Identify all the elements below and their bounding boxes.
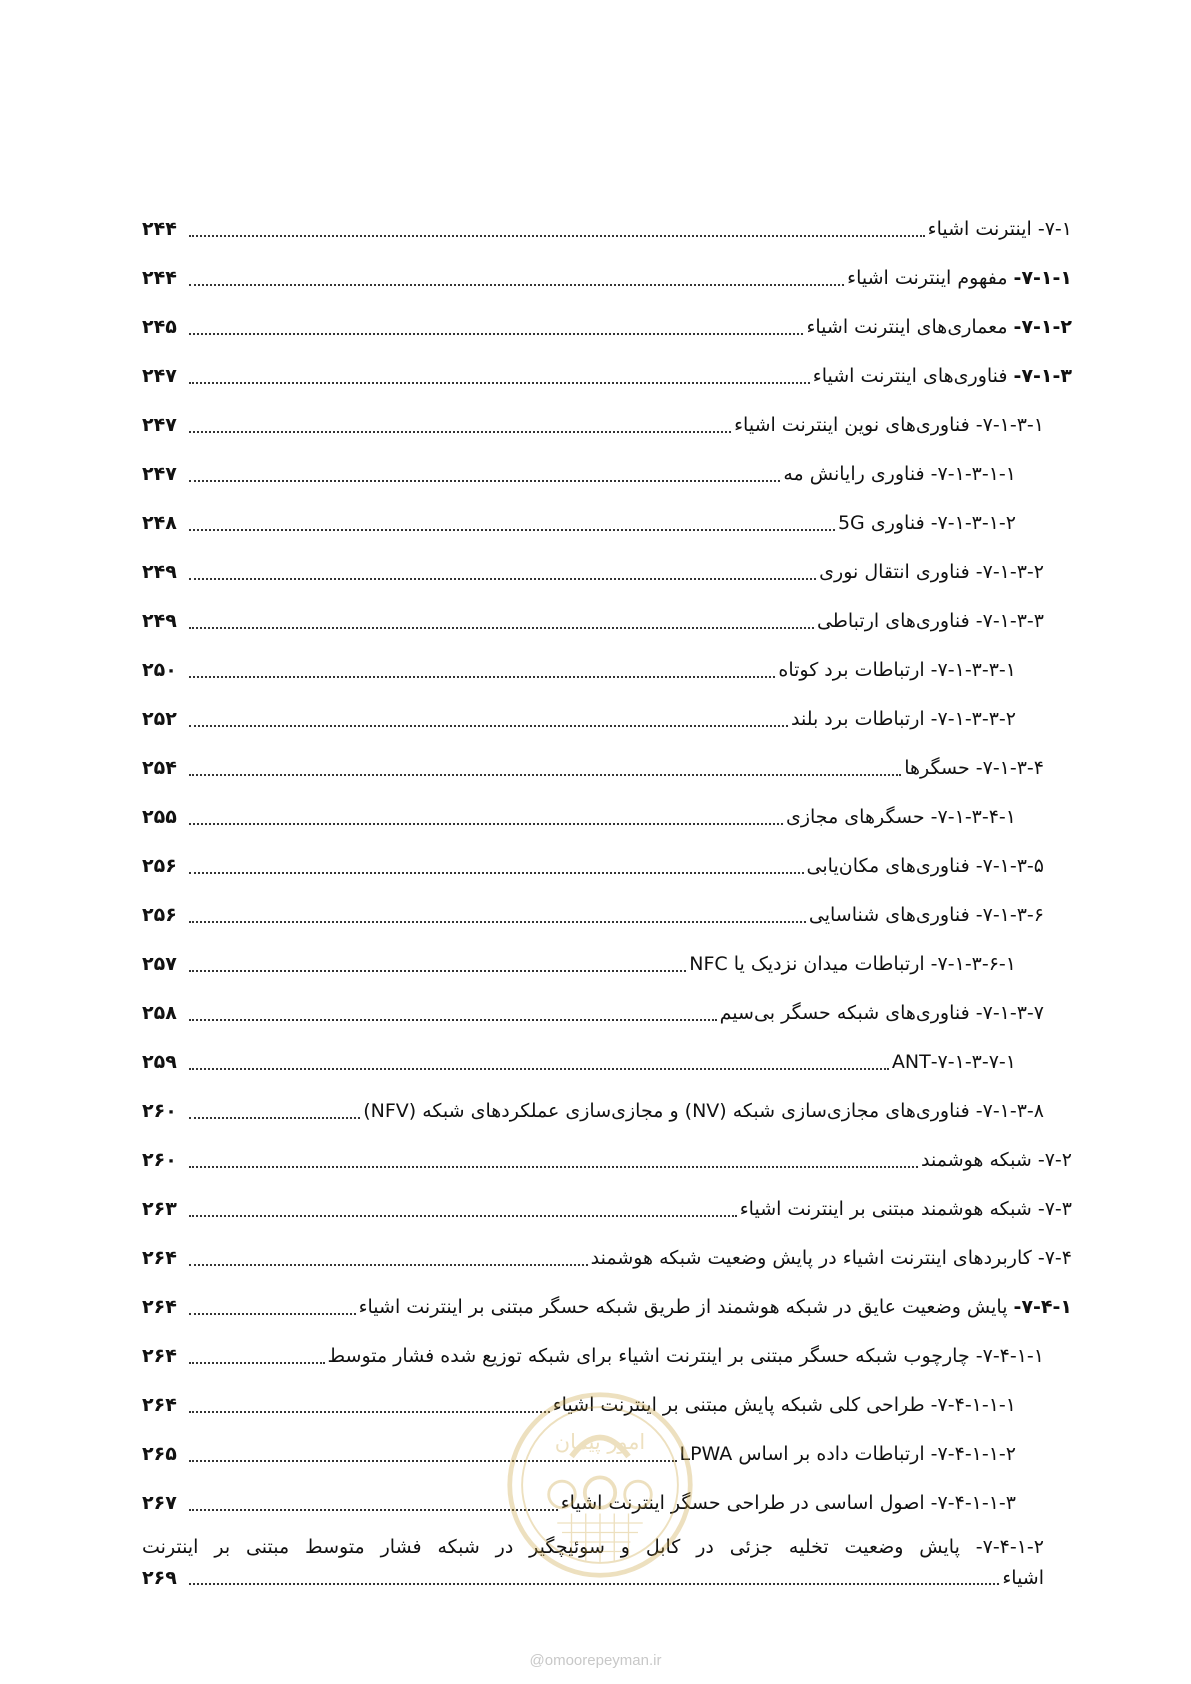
toc-page-number: ۲۴۴ <box>142 267 177 289</box>
toc-entry-text: ۷-۱-۳-۶-۱- ارتباطات میدان نزدیک یا NFC <box>689 953 1016 975</box>
toc-entry-text: فناوری‌های اینترنت اشیاء <box>812 365 1014 387</box>
toc-entry-text: ۷-۱-۳-۳-۱- ارتباطات برد کوتاه <box>778 659 1016 681</box>
toc-page-number: ۲۶۴ <box>142 1345 177 1367</box>
toc-entry[interactable] <box>142 842 1072 891</box>
toc-entry[interactable] <box>142 744 1072 793</box>
toc-entry-title <box>328 1347 1044 1366</box>
toc-entry-title <box>847 269 1072 288</box>
toc-entry-text: ۷-۱-۳-۶- فناوری‌های شناسایی <box>808 904 1044 926</box>
toc-entry[interactable] <box>142 1038 1072 1087</box>
dot-leader <box>189 970 686 972</box>
dot-leader <box>189 480 780 482</box>
dot-leader <box>189 1583 999 1585</box>
toc-entry-text: ۷-۱-۳-۷- فناوری‌های شبکه حسگر بی‌سیم <box>719 1002 1044 1024</box>
toc-entry[interactable] <box>142 499 1072 548</box>
toc-entry-text: ۷-۴-۱-۱-۲- ارتباطات داده بر اساس LPWA <box>679 1443 1016 1465</box>
toc-entry-text: ۷-۱-۳-۷-۱-ANT <box>891 1051 1016 1073</box>
toc-entry-text: ۷-۴- کاربردهای اینترنت اشیاء در پایش وضعیت شبکه هوشمند <box>590 1247 1072 1269</box>
toc-entry-title <box>363 1102 1044 1121</box>
toc-entry-title <box>734 416 1044 435</box>
toc-entry-text: ۷-۲- شبکه هوشمند <box>921 1149 1072 1171</box>
toc-entry-text: ۷-۱-۳-۱-۲- فناوری 5G <box>837 512 1016 534</box>
toc-page-number: ۲۴۹ <box>142 561 177 583</box>
dot-leader <box>189 921 806 923</box>
dot-leader <box>189 1166 918 1168</box>
toc-entry-text: ۷-۱-۳-۲- فناوری انتقال نوری <box>819 561 1044 583</box>
toc-entry[interactable] <box>142 940 1072 989</box>
dot-leader <box>189 1215 737 1217</box>
toc-entry[interactable] <box>142 646 1072 695</box>
dot-leader <box>189 1068 889 1070</box>
toc-page-number: ۲۵۹ <box>142 1051 177 1073</box>
dot-leader <box>189 725 788 727</box>
dot-leader <box>189 529 835 531</box>
toc-page-number: ۲۶۴ <box>142 1296 177 1318</box>
toc-entry-text: ۷-۱-۳-۸- فناوری‌های مجازی‌سازی شبکه (NV) و مجازی‌سازی عملکردهای شبکه (NFV) <box>363 1100 1044 1122</box>
toc-entry[interactable] <box>142 205 1072 254</box>
toc-page-number: ۲۵۷ <box>142 953 177 975</box>
toc-entry[interactable] <box>142 1185 1072 1234</box>
toc-entry-title <box>807 857 1044 876</box>
toc-entry-title <box>783 465 1016 484</box>
dot-leader <box>189 431 731 433</box>
toc-page-number: ۲۴۷ <box>142 414 177 436</box>
toc-entry-text: ۷-۱-۳-۴-۱- حسگرهای مجازی <box>785 806 1016 828</box>
dot-leader <box>189 1313 356 1315</box>
toc-entry-title <box>680 1445 1016 1464</box>
toc-entry[interactable] <box>142 989 1072 1038</box>
toc-entry-title <box>740 1200 1072 1219</box>
toc-entry-title <box>817 612 1044 631</box>
toc-entry-title <box>809 906 1044 925</box>
toc-page-number: ۲۵۲ <box>142 708 177 730</box>
toc-entry-text: ۷-۳- شبکه هوشمند مبتنی بر اینترنت اشیاء <box>739 1198 1072 1220</box>
toc-entry[interactable] <box>142 352 1072 401</box>
toc-page-number: ۲۴۹ <box>142 610 177 632</box>
toc-entry-number: ۷-۴-۱- <box>1013 1296 1072 1318</box>
toc-page-number: ۲۴۷ <box>142 463 177 485</box>
toc-entry[interactable] <box>142 303 1072 352</box>
toc-entry-text: اشیاء <box>1002 1566 1044 1589</box>
dot-leader <box>189 627 814 629</box>
toc-page-number: ۲۵۶ <box>142 904 177 926</box>
toc-entry-text: مفهوم اینترنت اشیاء <box>847 267 1014 289</box>
toc-entry-text: معماری‌های اینترنت اشیاء <box>806 316 1014 338</box>
toc-entry[interactable] <box>142 1087 1072 1136</box>
toc-entry-text: ۷-۱-۳-۳- فناوری‌های ارتباطی <box>816 610 1044 632</box>
toc-entry[interactable] <box>142 1283 1072 1332</box>
toc-entry[interactable] <box>142 1332 1072 1381</box>
toc-page-number: ۲۵۴ <box>142 757 177 779</box>
toc-entry-text: ۷-۱-۳-۱- فناوری‌های نوین اینترنت اشیاء <box>734 414 1044 436</box>
toc-entry[interactable] <box>142 401 1072 450</box>
toc-entry[interactable] <box>142 891 1072 940</box>
dot-leader <box>189 1362 325 1364</box>
toc-entry-title <box>786 808 1016 827</box>
toc-page-number: ۲۵۰ <box>142 659 177 681</box>
dot-leader <box>189 872 804 874</box>
toc-entry-text: پایش وضعیت عایق در شبکه هوشمند از طریق شبکه حسگر مبتنی بر اینترنت اشیاء <box>358 1296 1014 1318</box>
toc-entry[interactable] <box>142 548 1072 597</box>
toc-entry[interactable] <box>142 793 1072 842</box>
toc-entry-text: ۷-۱- اینترنت اشیاء <box>927 218 1072 240</box>
toc-page-number: ۲۴۸ <box>142 512 177 534</box>
toc-page-number: ۲۶۴ <box>142 1247 177 1269</box>
toc-entry-title <box>791 710 1016 729</box>
toc-entry-title <box>904 759 1044 778</box>
toc-entry[interactable] <box>142 450 1072 499</box>
toc-entry-title <box>892 1053 1016 1072</box>
toc-entry-title <box>819 563 1044 582</box>
toc-entry-title <box>359 1298 1072 1317</box>
toc-entry[interactable] <box>142 1234 1072 1283</box>
footer-watermark: @omoorepeyman.ir <box>529 1652 662 1669</box>
toc-entry-number: ۷-۱-۳- <box>1013 365 1072 387</box>
toc-entry[interactable] <box>142 597 1072 646</box>
toc-entry-title <box>720 1004 1044 1023</box>
dot-leader <box>189 235 925 237</box>
toc-entry-text: ۷-۱-۳-۴- حسگرها <box>904 757 1044 779</box>
toc-page-number: ۲۶۹ <box>142 1566 177 1589</box>
svg-text:امور پیمان: امور پیمان <box>554 1429 646 1454</box>
toc-page-number: ۲۶۵ <box>142 1443 177 1465</box>
toc-entry-text: ۷-۴-۱-۱-۱- طراحی کلی شبکه پایش مبتنی بر اینترنت اشیاء <box>552 1394 1016 1416</box>
toc-page-number: ۲۵۶ <box>142 855 177 877</box>
toc-entry-title <box>778 661 1016 680</box>
dot-leader <box>189 774 901 776</box>
dot-leader <box>189 1264 588 1266</box>
toc-entry-text: ۷-۱-۳-۵- فناوری‌های مکان‌یابی <box>806 855 1044 877</box>
toc-entry-title <box>928 220 1072 239</box>
toc-page-number: ۲۶۳ <box>142 1198 177 1220</box>
dot-leader <box>189 284 844 286</box>
toc-page-number: ۲۶۷ <box>142 1492 177 1514</box>
dot-leader <box>189 578 816 580</box>
toc-entry-number: ۷-۱-۱- <box>1013 267 1072 289</box>
toc-page-number: ۲۴۵ <box>142 316 177 338</box>
dot-leader <box>189 676 775 678</box>
toc-entry-title <box>806 318 1072 337</box>
toc-page-number: ۲۶۰ <box>142 1100 177 1122</box>
toc-entry-title <box>591 1249 1072 1268</box>
dot-leader <box>189 1117 360 1119</box>
dot-leader <box>189 333 803 335</box>
toc-page-number: ۲۴۴ <box>142 218 177 240</box>
toc-entry-text: ۷-۴-۱-۱- چارچوب شبکه حسگر مبتنی بر اینترنت اشیاء برای شبکه توزیع شده فشار متوسط <box>327 1345 1044 1367</box>
toc-entry-title <box>689 955 1016 974</box>
toc-page-number: ۲۵۵ <box>142 806 177 828</box>
toc-entry-text: ۷-۴-۱-۱-۳- اصول اساسی در طراحی حسگر اینترنت اشیاء <box>560 1492 1016 1514</box>
dot-leader <box>189 1509 558 1511</box>
dot-leader <box>189 1019 717 1021</box>
toc-entry-number: ۷-۱-۲- <box>1013 316 1072 338</box>
toc-page-number: ۲۶۰ <box>142 1149 177 1171</box>
toc-page-number: ۲۶۴ <box>142 1394 177 1416</box>
toc-entry-title <box>838 514 1016 533</box>
dot-leader <box>189 382 810 384</box>
watermark-seal-icon <box>505 1390 695 1580</box>
dot-leader <box>189 823 783 825</box>
toc-entry-text: ۷-۱-۳-۱-۱- فناوری رایانش مه <box>783 463 1016 485</box>
toc-entry-text: ۷-۱-۳-۳-۲- ارتباطات برد بلند <box>790 708 1016 730</box>
toc-page-number: ۲۵۸ <box>142 1002 177 1024</box>
toc-entry[interactable] <box>142 695 1072 744</box>
toc-page-number: ۲۴۷ <box>142 365 177 387</box>
toc-entry[interactable] <box>142 1136 1072 1185</box>
toc-entry-title <box>813 367 1072 386</box>
toc-entry-title <box>921 1151 1072 1170</box>
dot-leader <box>189 1411 550 1413</box>
toc-entry-text: ۷-۴-۱-۲- پایش وضعیت تخلیه جزئی در کابل و سوئیچگیر در شبکه فشار متوسط مبتنی بر اینترنت <box>142 1536 1044 1558</box>
toc-entry[interactable] <box>142 254 1072 303</box>
